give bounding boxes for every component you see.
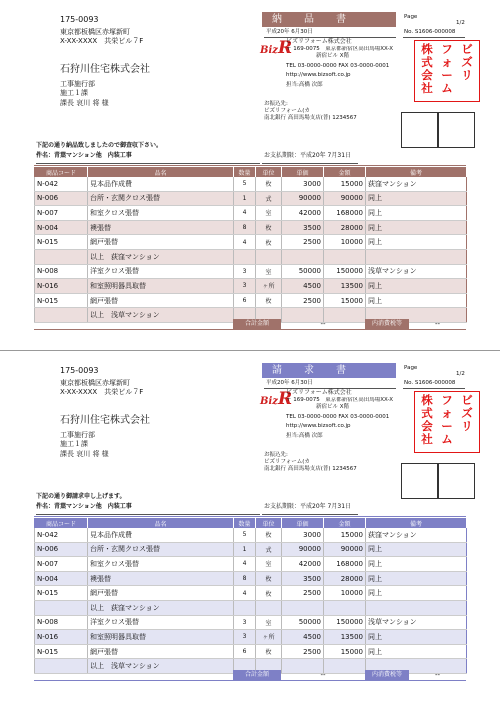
- tax-value: --: [434, 671, 441, 679]
- cell-price: 4500: [282, 279, 324, 294]
- transfer-label: お振込先:: [264, 452, 288, 458]
- total-value: --: [320, 671, 326, 679]
- cell-unit: ヶ所: [256, 630, 282, 645]
- cell-name: 台所・玄関クロス張替: [88, 542, 234, 557]
- cell-unit: 枚: [256, 293, 282, 308]
- cell-unit: 室: [256, 264, 282, 279]
- column-header: 数量: [234, 168, 256, 178]
- table-row: [35, 528, 467, 542]
- cell-name: 襖張替: [88, 220, 234, 235]
- cell-note: [366, 249, 467, 264]
- table-top-rule: [34, 165, 466, 166]
- table-header: [35, 168, 467, 178]
- cell-note: 同上: [366, 571, 467, 586]
- cell-name: 以上 荻窪マンション: [88, 249, 234, 264]
- cell-qty: 5: [234, 528, 256, 542]
- cell-name: 襖張替: [88, 571, 234, 586]
- cell-name: 網戸張替: [88, 586, 234, 601]
- cell-qty: 6: [234, 644, 256, 659]
- cell-note: 浅草マンション: [366, 615, 467, 630]
- cell-code: [35, 249, 88, 264]
- cell-price: 3000: [282, 177, 324, 191]
- project-label: 件名：: [36, 503, 55, 510]
- transfer-bank: 南北銀行 高田馬場支店(普) 1234567: [264, 115, 357, 121]
- cell-qty: 5: [234, 177, 256, 191]
- payment-underline: [262, 514, 358, 515]
- cell-note: 荻窪マンション: [366, 177, 467, 191]
- table-row: [35, 177, 467, 191]
- seal-text: フ ォ ー ム: [441, 42, 453, 95]
- project-underline: [36, 163, 260, 164]
- issuer-phone-fax: TEL 03-0000-0000 FAX 03-0000-0001: [286, 63, 390, 69]
- cell-qty: 8: [234, 220, 256, 235]
- cell-price: 42000: [282, 557, 324, 572]
- cell-name: 網戸張替: [88, 235, 234, 250]
- issuer-building: 新宿ビル X階: [316, 53, 350, 59]
- payment-due-label: お支払期限：: [264, 503, 301, 510]
- cell-unit: 式: [256, 191, 282, 206]
- document-title: 納 品 書: [262, 12, 396, 27]
- total-value: --: [320, 320, 326, 328]
- cell-note: [366, 600, 467, 615]
- docno-underline: [403, 388, 465, 389]
- items-table: [34, 518, 467, 674]
- issuer-address: 〒 169-0075 東京都新宿区高田馬場XX-X: [286, 46, 393, 52]
- cell-amount: 150000: [324, 264, 366, 279]
- cell-amount: 10000: [324, 586, 366, 601]
- tax-label: 内消費税等: [365, 319, 409, 329]
- document-number: No. S1606-000008: [404, 29, 456, 35]
- payment-due-label: お支払期限：: [264, 152, 301, 159]
- cell-qty: [234, 249, 256, 264]
- cell-qty: 8: [234, 571, 256, 586]
- cell-amount: 168000: [324, 206, 366, 221]
- table-row: [35, 264, 467, 279]
- project-underline: [36, 514, 260, 515]
- cell-price: 2500: [282, 293, 324, 308]
- cell-price: 3500: [282, 571, 324, 586]
- recipient-address-line2: X-XX-XXXX 共栄ビル７F: [60, 388, 144, 396]
- cell-note: 同上: [366, 586, 467, 601]
- issuer-staff: 担当:高橋 次郎: [286, 433, 323, 439]
- issuer-url: http://www.bizsoft.co.jp: [286, 423, 351, 429]
- column-header: 単価: [282, 519, 324, 529]
- table-header: [35, 519, 467, 529]
- document-title: 請 求 書: [262, 363, 396, 378]
- cell-unit: 枚: [256, 528, 282, 542]
- cell-price: 2500: [282, 235, 324, 250]
- recipient-zip: 175-0093: [60, 366, 99, 375]
- cell-qty: 1: [234, 191, 256, 206]
- page-number: 1/2: [456, 20, 465, 26]
- cell-amount: 15000: [324, 528, 366, 542]
- cell-note: 同上: [366, 630, 467, 645]
- cell-name: 和室照明器具取替: [88, 630, 234, 645]
- cell-code: N-004: [35, 220, 88, 235]
- payment-underline: [262, 163, 358, 164]
- tax-value: --: [434, 320, 441, 328]
- issuer-staff: 担当:高橋 次郎: [286, 82, 323, 88]
- table-row: [35, 630, 467, 645]
- total-label: 合計金額: [233, 670, 281, 680]
- table-bottom-rule: [34, 329, 466, 330]
- bizr-logo-icon: BizR: [260, 38, 293, 58]
- cell-note: 同上: [366, 191, 467, 206]
- issuer-address: 〒 169-0075 東京都新宿区高田馬場XX-X: [286, 397, 393, 403]
- cell-price: 2500: [282, 586, 324, 601]
- cell-unit: 枚: [256, 235, 282, 250]
- company-seal-stamp: [414, 391, 480, 453]
- column-header: 金額: [324, 519, 366, 529]
- cell-note: 同上: [366, 279, 467, 294]
- company-seal-stamp: [414, 40, 480, 102]
- approval-box: [437, 463, 475, 499]
- table-top-rule: [34, 516, 466, 517]
- cell-note: 同上: [366, 206, 467, 221]
- seal-text: フ ォ ー ム: [441, 393, 453, 446]
- column-header: 商品コード: [35, 168, 88, 178]
- issuer-company: ビズリフォーム株式会社: [286, 38, 352, 45]
- table-row: [35, 220, 467, 235]
- payment-due-date: 平成20年 7月31日: [300, 152, 352, 159]
- recipient-dept: 工事施行部: [60, 80, 95, 88]
- totals-footer: [34, 670, 466, 680]
- document-date: 平成20年 6月30日: [266, 29, 313, 35]
- cell-amount: 150000: [324, 615, 366, 630]
- cell-name: 網戸張替: [88, 293, 234, 308]
- seal-text: ビ ズ リ: [461, 42, 473, 82]
- cell-amount: 15000: [324, 177, 366, 191]
- cell-code: N-004: [35, 571, 88, 586]
- cell-price: 4500: [282, 630, 324, 645]
- table-row: [35, 279, 467, 294]
- column-header: 数量: [234, 519, 256, 529]
- cell-price: 3500: [282, 220, 324, 235]
- table-row: [35, 600, 467, 615]
- cell-unit: [256, 600, 282, 615]
- cell-unit: 枚: [256, 220, 282, 235]
- cell-qty: 3: [234, 279, 256, 294]
- cell-amount: [324, 600, 366, 615]
- tax-label: 内消費税等: [365, 670, 409, 680]
- cell-price: 2500: [282, 644, 324, 659]
- recipient-section: 施工１課: [60, 89, 88, 97]
- cell-amount: 28000: [324, 220, 366, 235]
- cell-note: 同上: [366, 644, 467, 659]
- table-row: [35, 235, 467, 250]
- table-row: [35, 571, 467, 586]
- column-header: 備考: [366, 168, 467, 178]
- column-header: 品名: [88, 519, 234, 529]
- issuer-phone-fax: TEL 03-0000-0000 FAX 03-0000-0001: [286, 414, 390, 420]
- cell-amount: [324, 249, 366, 264]
- approval-box: [401, 463, 439, 499]
- cell-code: N-015: [35, 293, 88, 308]
- cell-unit: 枚: [256, 586, 282, 601]
- cell-qty: 4: [234, 557, 256, 572]
- cell-note: 同上: [366, 220, 467, 235]
- cell-code: N-008: [35, 615, 88, 630]
- table-row: [35, 644, 467, 659]
- cell-name: 以上 浅草マンション: [88, 308, 234, 323]
- cell-name: 洋室クロス張替: [88, 264, 234, 279]
- recipient-dept: 工事施行部: [60, 431, 95, 439]
- document-date: 平成20年 6月30日: [266, 380, 313, 386]
- items-table: [34, 167, 467, 323]
- cell-amount: 10000: [324, 235, 366, 250]
- table-row: [35, 615, 467, 630]
- transfer-account-name: ビズリフォーム(カ: [264, 108, 310, 114]
- cell-code: N-015: [35, 586, 88, 601]
- cell-amount: 90000: [324, 542, 366, 557]
- cell-qty: 3: [234, 630, 256, 645]
- cell-code: N-016: [35, 630, 88, 645]
- cell-unit: ヶ所: [256, 279, 282, 294]
- recipient-address-line2: X-XX-XXXX 共栄ビル７F: [60, 37, 144, 45]
- table-bottom-rule: [34, 680, 466, 681]
- seal-text: 株 式 会 社: [421, 42, 433, 95]
- cell-qty: 4: [234, 235, 256, 250]
- page-number: 1/2: [456, 371, 465, 377]
- recipient-address-line1: 東京都板橋区赤塚新町: [60, 28, 130, 36]
- cell-name: 以上 荻窪マンション: [88, 600, 234, 615]
- cell-name: 和室照明器具取替: [88, 279, 234, 294]
- recipient-person: 課長 哀川 将 様: [60, 450, 109, 458]
- totals-footer: [34, 319, 466, 329]
- cell-qty: 4: [234, 206, 256, 221]
- page-label: Page: [404, 14, 418, 20]
- cell-amount: 28000: [324, 571, 366, 586]
- approval-box: [401, 112, 439, 148]
- recipient-company: 石狩川住宅株式会社: [60, 64, 150, 75]
- table-row: [35, 249, 467, 264]
- table-row: [35, 191, 467, 206]
- cell-unit: 室: [256, 206, 282, 221]
- cell-price: 50000: [282, 264, 324, 279]
- column-header: 商品コード: [35, 519, 88, 529]
- cell-code: N-042: [35, 177, 88, 191]
- cell-price: 50000: [282, 615, 324, 630]
- cell-price: 90000: [282, 191, 324, 206]
- transfer-account-name: ビズリフォーム(カ: [264, 459, 310, 465]
- cell-name: 洋室クロス張替: [88, 615, 234, 630]
- recipient-address-line1: 東京都板橋区赤塚新町: [60, 379, 130, 387]
- total-label: 合計金額: [233, 319, 281, 329]
- cell-unit: 室: [256, 557, 282, 572]
- cell-price: [282, 600, 324, 615]
- issuer-company: ビズリフォーム株式会社: [286, 389, 352, 396]
- cell-note: 同上: [366, 557, 467, 572]
- cell-unit: 室: [256, 615, 282, 630]
- recipient-section: 施工１課: [60, 440, 88, 448]
- cell-qty: 3: [234, 264, 256, 279]
- cell-name: 網戸張替: [88, 644, 234, 659]
- cell-code: N-007: [35, 557, 88, 572]
- transfer-bank: 南北銀行 高田馬場支店(普) 1234567: [264, 466, 357, 472]
- page-label: Page: [404, 365, 418, 371]
- cell-unit: [256, 249, 282, 264]
- cell-code: N-016: [35, 279, 88, 294]
- cell-unit: 枚: [256, 177, 282, 191]
- cell-code: N-015: [35, 235, 88, 250]
- cell-amount: 13500: [324, 630, 366, 645]
- bizr-logo-icon: BizR: [260, 389, 293, 409]
- approval-box: [437, 112, 475, 148]
- seal-text: 株 式 会 社: [421, 393, 433, 446]
- cell-name: 見本品作成費: [88, 528, 234, 542]
- cell-price: 3000: [282, 528, 324, 542]
- cell-name: 台所・玄関クロス張替: [88, 191, 234, 206]
- cell-qty: 3: [234, 615, 256, 630]
- table-row: [35, 586, 467, 601]
- table-row: [35, 542, 467, 557]
- cell-qty: 4: [234, 586, 256, 601]
- cell-amount: 168000: [324, 557, 366, 572]
- table-row: [35, 557, 467, 572]
- cell-qty: 1: [234, 542, 256, 557]
- recipient-company: 石狩川住宅株式会社: [60, 415, 150, 426]
- cell-note: 浅草マンション: [366, 264, 467, 279]
- cell-unit: 枚: [256, 571, 282, 586]
- table-row: [35, 206, 467, 221]
- cell-code: N-015: [35, 644, 88, 659]
- cell-qty: 6: [234, 293, 256, 308]
- column-header: 品名: [88, 168, 234, 178]
- project-name: 青葉マンション他 内装工事: [54, 152, 132, 159]
- cell-note: 同上: [366, 235, 467, 250]
- project-label: 件名：: [36, 152, 55, 159]
- issuer-building: 新宿ビル X階: [316, 404, 350, 410]
- cell-code: N-006: [35, 542, 88, 557]
- cell-unit: 式: [256, 542, 282, 557]
- docno-underline: [403, 37, 465, 38]
- cell-amount: 15000: [324, 644, 366, 659]
- cell-amount: 90000: [324, 191, 366, 206]
- cell-note: 同上: [366, 542, 467, 557]
- cell-note: 同上: [366, 293, 467, 308]
- cell-amount: 13500: [324, 279, 366, 294]
- cell-qty: [234, 600, 256, 615]
- column-header: 単位: [256, 168, 282, 178]
- cell-code: [35, 600, 88, 615]
- transfer-label: お振込先:: [264, 101, 288, 107]
- cell-amount: 15000: [324, 293, 366, 308]
- cell-note: 荻窪マンション: [366, 528, 467, 542]
- cell-name: 見本品作成費: [88, 177, 234, 191]
- payment-due-date: 平成20年 7月31日: [300, 503, 352, 510]
- cell-name: 和室クロス張替: [88, 206, 234, 221]
- lead-message: 下記の通り納品致しましたので御査収下さい。: [36, 142, 163, 149]
- recipient-zip: 175-0093: [60, 15, 99, 24]
- lead-message: 下記の通り御請求申し上げます。: [36, 493, 126, 500]
- cell-name: 以上 浅草マンション: [88, 659, 234, 674]
- cell-price: 42000: [282, 206, 324, 221]
- cell-name: 和室クロス張替: [88, 557, 234, 572]
- column-header: 単価: [282, 168, 324, 178]
- project-name: 青葉マンション他 内装工事: [54, 503, 132, 510]
- issuer-url: http://www.bizsoft.co.jp: [286, 72, 351, 78]
- cell-code: N-042: [35, 528, 88, 542]
- seal-text: ビ ズ リ: [461, 393, 473, 433]
- invoice-page: [0, 351, 500, 702]
- cell-code: N-007: [35, 206, 88, 221]
- cell-unit: 枚: [256, 644, 282, 659]
- column-header: 単位: [256, 519, 282, 529]
- document-number: No. S1606-000008: [404, 380, 456, 386]
- cell-code: N-006: [35, 191, 88, 206]
- column-header: 金額: [324, 168, 366, 178]
- cell-price: [282, 249, 324, 264]
- recipient-person: 課長 哀川 将 様: [60, 99, 109, 107]
- column-header: 備考: [366, 519, 467, 529]
- cell-price: 90000: [282, 542, 324, 557]
- table-row: [35, 293, 467, 308]
- cell-code: N-008: [35, 264, 88, 279]
